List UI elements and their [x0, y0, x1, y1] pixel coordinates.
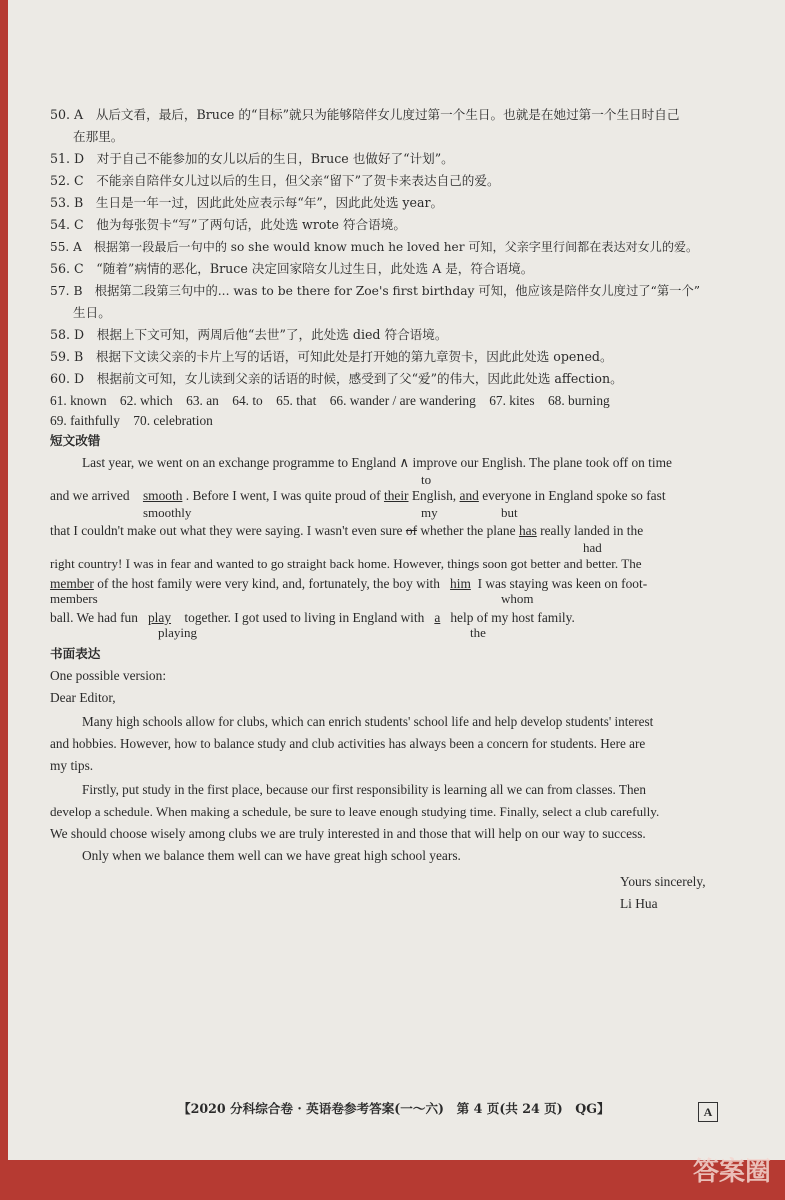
text-seg: . Before I went, I was quite proud of [185, 488, 381, 503]
text-seg: help of my host family. [450, 610, 575, 625]
answer-52: 52. C 不能亲自陪伴女儿过以后的生日，但父亲“留下”了贺卡来表达自己的爱。 [50, 173, 500, 188]
answer-58: 58. D 根据上下文可知，两周后他“去世”了，此处选 died 符合语境。 [50, 327, 448, 342]
error-word-has: has [518, 523, 537, 538]
correction-my: my [421, 505, 438, 520]
error-word-their: their [383, 488, 409, 503]
error-word-a: a [434, 610, 441, 625]
text-seg: I was staying was keen on foot- [477, 576, 648, 591]
answers-61-68: 61. known 62. which 63. an 64. to 65. that 66. wander / are wandering 67. kites 68. burning [50, 393, 610, 408]
deleted-word-of: of [405, 523, 418, 538]
correction-whom: whom [501, 591, 534, 606]
answers-69-70: 69. faithfully 70. celebration [50, 413, 213, 428]
section-heading-writing: 书面表达 [50, 646, 101, 661]
version-badge: A [698, 1102, 718, 1122]
writing-signature: Li Hua [620, 896, 658, 911]
correction-line-4: right country! I was in fear and wanted to go straight back home. However, things soon got better and better. The [50, 556, 642, 571]
correction-playing: playing [158, 625, 197, 640]
writing-p2-line1: Firstly, put study in the first place, because our first responsibility is learning all we can from classes. Then [82, 782, 647, 797]
correction-line-5 [50, 576, 647, 592]
writing-p2-line2: develop a schedule. When making a schedule, be sure to leave enough studying time. Finally, select a club carefully. [50, 804, 660, 819]
error-word-and: and [459, 488, 479, 503]
text-seg: everyone in England spoke so fast [482, 488, 666, 503]
writing-p1-line2: and hobbies. However, how to balance study and club activities has always been a concern for students. Here are [50, 736, 646, 751]
answer-55: 55. A 根据第一段最后一句中的 so she would know much he loved her 可知，父亲字里行间都在表达对女儿的爱。 [50, 240, 699, 254]
answer-51: 51. D 对于自己不能参加的女儿以后的生日，Bruce 也做好了“计划”。 [50, 151, 454, 166]
answer-53: 53. B 生日是一年一过，因此此处应表示每“年”，因此此处选 year。 [50, 195, 444, 210]
writing-p3: Only when we balance them well can we have great high school years. [82, 848, 461, 863]
answer-50: 50. A 从后文看，最后，Bruce 的“目标”就只为能够陪伴女儿度过第一个生日。也就是在她过第一个生日时自己 [50, 107, 680, 122]
answer-56: 56. C “随着”病情的恶化，Bruce 决定回家陪女儿过生日，此处选 A 是，符合语境。 [50, 261, 534, 276]
text-seg: whether the plane [420, 523, 516, 538]
correction-had: had [583, 540, 602, 555]
answer-59: 59. B 根据下文读父亲的卡片上写的话语，可知此处是打开她的第九章贺卡，因此此处选 opened。 [50, 349, 613, 364]
correction-line-3 [50, 523, 643, 539]
writing-greeting: Dear Editor, [50, 690, 116, 705]
correction-line-1: Last year, we went on an exchange programme to England ∧ improve our English. The plane took off on time [82, 455, 672, 470]
error-word-play: play [147, 610, 172, 625]
text-seg: that I couldn't make out what they were saying. I wasn't even sure [50, 523, 403, 538]
writing-p1-line3: my tips. [50, 758, 94, 773]
section-heading-correction: 短文改错 [50, 433, 101, 448]
watermark-logo: 答案圈 [692, 1156, 771, 1186]
correction-but: but [501, 505, 518, 520]
text-seg: and we arrived [50, 488, 130, 503]
text-seg: ball. We had fun [50, 610, 138, 625]
answer-57-cont: 生日。 [73, 305, 111, 320]
answer-54: 54. C 他为每张贺卡“写”了两句话，此处选 wrote 符合语境。 [50, 217, 406, 232]
writing-p1-line1: Many high schools allow for clubs, which can enrich students' school life and help develop students' interest [82, 714, 654, 729]
answer-60: 60. D 根据前文可知，女儿读到父亲的话语的时候，感受到了父“爱”的伟大，因此此处选 affection。 [50, 371, 623, 386]
correction-insert-to: to [421, 472, 432, 487]
correction-the: the [470, 625, 486, 640]
text-seg: really landed in the [540, 523, 644, 538]
correction-line-6 [50, 610, 575, 626]
answer-sheet [8, 0, 785, 1160]
page-footer: 【2020 分科综合卷 · 英语卷参考答案(一～六) 第 4 页(共 24 页) QG】 [178, 1101, 610, 1116]
answer-50-cont: 在那里。 [73, 129, 124, 144]
writing-p2-line3: We should choose wisely among clubs we are truly interested in and those that will help on our way to success. [50, 826, 646, 841]
correction-smoothly: smoothly [143, 505, 192, 520]
writing-closing: Yours sincerely, [620, 874, 706, 889]
correction-members: members [50, 591, 98, 606]
text-seg: English, [411, 488, 457, 503]
text-seg: of the host family were very kind, and, fortunately, the boy with [97, 576, 440, 591]
writing-version: One possible version: [50, 668, 167, 683]
error-word-member: member [50, 576, 94, 591]
error-word-him: him [450, 576, 471, 591]
correction-line-2 [50, 488, 666, 504]
text-seg: together. I got used to living in England with [184, 610, 425, 625]
error-word-smooth: smooth [142, 488, 183, 503]
answer-57: 57. B 根据第二段第三句中的... was to be there for Zoe's first birthday 可知，他应该是陪伴女儿度过了“第一个” [50, 284, 701, 298]
